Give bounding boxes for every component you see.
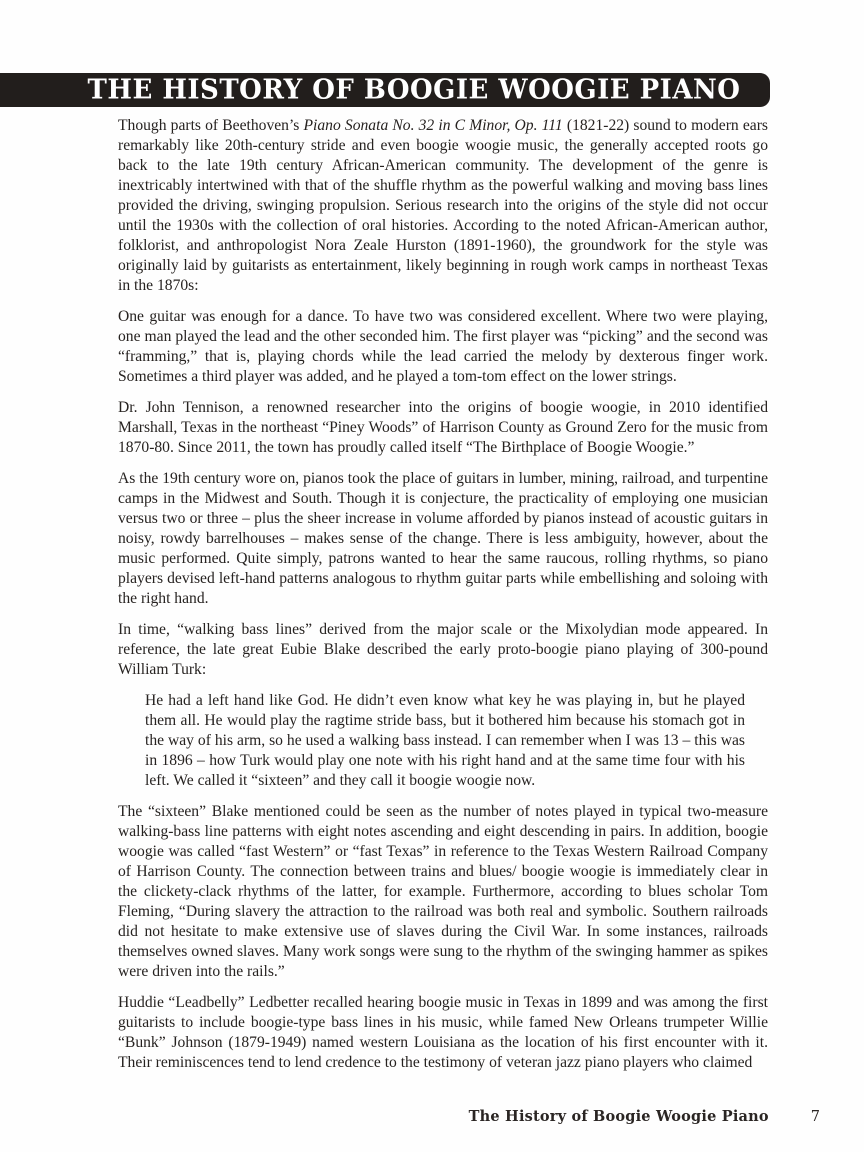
- page-body: [118, 116, 768, 1073]
- paragraph-intro-post: (1821-22) sound to modern ears remarkably like 20th-century stride and even boogie woogie music, the generally accepted roots go back to the late 19th century African-American community. The development of the genre is inextricably intertwined with that of the shuffle rhythm as the powerful walking and moving bass lines provided the driving, swinging propulsion. Serious research into the origins of the style did not occur until the 1930s with the collection of oral histories. According to the noted African-American author, folklorist, and anthropologist Nora Zeale Hurston (1891-1960), the groundwork for the style was originally laid by guitarists as entertainment, likely beginning in rough work camps in northeast Texas in the 1870s:: [118, 117, 768, 294]
- paragraph-tennison: Dr. John Tennison, a renowned researcher into the origins of boogie woogie, in 2010 identified Marshall, Texas in the northeast “Piney Woods” of Harrison County as Ground Zero for the music from 1870-80. Since 2011, the town has proudly called itself “The Birthplace of Boogie Woogie.”: [118, 399, 768, 456]
- footer-running-title: The History of Boogie Woogie Piano: [468, 1108, 769, 1125]
- chapter-title-bar: [0, 73, 770, 107]
- page-number: 7: [810, 1109, 820, 1125]
- block-quote-eubie-blake: He had a left hand like God. He didn’t even know what key he was playing in, but he played them all. He would play the ragtime stride bass, but it bothered him because his stomach got in the way of his arm, so he used a walking bass instead. I can remember when I was 13 – this was in 1896 – how Turk would play one note with his right hand and at the same time four with his left. We called it “sixteen” and they call it boogie woogie now.: [145, 692, 745, 789]
- paragraph-intro-pre: Though parts of Beethoven’s: [118, 117, 304, 134]
- paragraph-pianos: As the 19th century wore on, pianos took the place of guitars in lumber, mining, railroad, and turpentine camps in the Midwest and South. Though it is conjecture, the practicality of employing one musician versus two or three – plus the sheer increase in volume afforded by pianos instead of acoustic guitars in noisy, rowdy barrelhouses – makes sense of the change. There is less ambiguity, however, about the music performed. Quite simply, patrons wanted to hear the same raucous, rolling rhythms, so piano players devised left-hand patterns analogous to rhythm guitar parts while embellishing and soloing with the right hand.: [118, 470, 768, 607]
- paragraph-intro: [118, 116, 768, 296]
- page-footer: [118, 1108, 820, 1125]
- paragraph-leadbelly: Huddie “Leadbelly” Ledbetter recalled hearing boogie music in Texas in 1899 and was among the first guitarists to include boogie-type bass lines in his music, while famed New Orleans trumpeter Willie “Bunk” Johnson (1879-1949) named western Louisiana as the location of his first encounter with it. Their reminiscences tend to lend credence to the testimony of veteran jazz piano players who claimed: [118, 994, 768, 1071]
- work-title-italic: Piano Sonata No. 32 in C Minor, Op. 111: [303, 117, 563, 134]
- paragraph-guitar-quote: One guitar was enough for a dance. To have two was considered excellent. Where two were playing, one man played the lead and the other seconded him. The first player was “picking” and the second was “framming,” that is, playing chords while the lead carried the melody by dexterous finger work. Sometimes a third player was added, and he played a tom-tom effect on the lower strings.: [118, 308, 768, 385]
- chapter-title: THE HISTORY OF BOOGIE WOOGIE PIANO: [87, 74, 741, 106]
- paragraph-walking-bass: In time, “walking bass lines” derived from the major scale or the Mixolydian mode appeared. In reference, the late great Eubie Blake described the early proto-boogie piano playing of 300-pound William Turk:: [118, 621, 768, 678]
- paragraph-sixteen: The “sixteen” Blake mentioned could be seen as the number of notes played in typical two-measure walking-bass line patterns with eight notes ascending and eight descending in pairs. In addition, boogie woogie was called “fast Western” or “fast Texas” in reference to the Texas Western Railroad Company of Harrison County. The connection between trains and blues/ boogie woogie is immediately clear in the clickety-clack rhythms of the latter, for example. Furthermore, according to blues scholar Tom Fleming, “During slavery the attraction to the railroad was both real and symbolic. Southern railroads did not hesitate to make extensive use of slaves during the Civil War. In some instances, railroads themselves owned slaves. Many work songs were sung to the rhythm of the swinging hammer as spikes were driven into the rails.”: [118, 803, 768, 980]
